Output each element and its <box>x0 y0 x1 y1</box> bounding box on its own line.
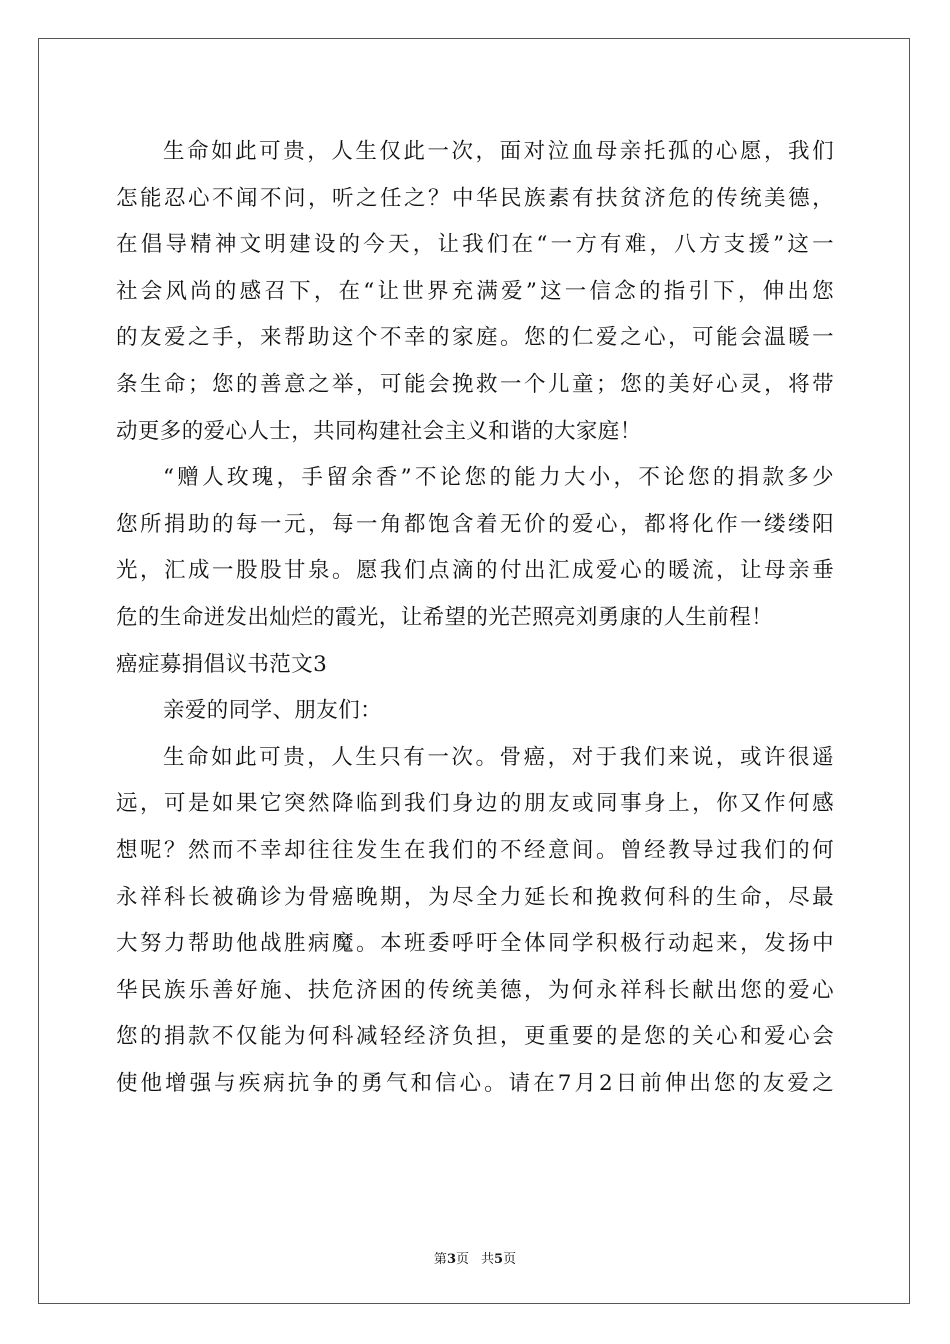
paragraph-3-line-5: 大努力帮助他战胜病魔。本班委呼吁全体同学积极行动起来，发扬中 <box>116 931 834 957</box>
paragraph-3-line-1: 生命如此可贵，人生只有一次。骨癌，对于我们来说，或许很遥 <box>163 744 834 770</box>
page-number: 3 <box>446 1252 456 1267</box>
total-pages: 5 <box>494 1252 504 1267</box>
paragraph-3-line-6: 华民族乐善好施、扶危济困的传统美德，为何永祥科长献出您的爱心 <box>116 977 834 1003</box>
page-footer <box>0 1248 950 1267</box>
paragraph-3-line-4: 永祥科长被确诊为骨癌晚期，为尽全力延长和挽救何科的生命，尽最 <box>116 884 834 910</box>
paragraph-1-line-4: 社会风尚的感召下，在“让世界充满爱”这一信念的指引下，伸出您 <box>116 278 834 304</box>
page-prefix: 第 <box>433 1252 447 1267</box>
page-suffix: 页 <box>455 1252 469 1267</box>
paragraph-2-line-3: 光，汇成一股股甘泉。愿我们点滴的付出汇成爱心的暖流，让母亲垂 <box>116 558 834 584</box>
paragraph-1-line-1: 生命如此可贵，人生仅此一次，面对泣血母亲托孤的心愿，我们 <box>163 139 834 164</box>
paragraph-1-line-5: 的友爱之手，来帮助这个不幸的家庭。您的仁爱之心，可能会温暖一 <box>116 325 834 351</box>
paragraph-2-line-4: 危的生命迸发出灿烂的霞光，让希望的光芒照亮刘勇康的人生前程！ <box>116 604 774 630</box>
section-heading: 癌症募捐倡议书范文3 <box>116 651 328 677</box>
document-body <box>116 129 834 1107</box>
paragraph-2-line-2: 您所捐助的每一元，每一角都饱含着无价的爱心，都将化作一缕缕阳 <box>116 511 834 537</box>
paragraph-1-line-6: 条生命；您的善意之举，可能会挽救一个儿童；您的美好心灵，将带 <box>116 371 834 397</box>
paragraph-1-line-7: 动更多的爱心人士，共同构建社会主义和谐的大家庭！ <box>116 418 642 444</box>
total-suffix: 页 <box>503 1252 517 1267</box>
paragraph-3-line-2: 远，可是如果它突然降临到我们身边的朋友或同事身上，你又作何感 <box>116 791 834 817</box>
total-prefix: 共 <box>481 1252 495 1267</box>
paragraph-3-line-3: 想呢？然而不幸却往往发生在我们的不经意间。曾经教导过我们的何 <box>116 837 834 863</box>
paragraph-1-line-2: 怎能忍心不闻不问，听之任之？中华民族素有扶贫济危的传统美德， <box>116 185 834 211</box>
paragraph-2-line-1: “赠人玫瑰，手留余香”不论您的能力大小，不论您的捐款多少 <box>163 465 834 491</box>
paragraph-1-line-3: 在倡导精神文明建设的今天，让我们在“一方有难，八方支援”这一 <box>116 232 834 258</box>
paragraph-3-line-8: 使他增强与疾病抗争的勇气和信心。请在7月2日前伸出您的友爱之 <box>116 1070 834 1096</box>
paragraph-3-line-7: 您的捐款不仅能为何科减轻经济负担，更重要的是您的关心和爱心会 <box>116 1024 834 1050</box>
salutation: 亲爱的同学、朋友们： <box>163 698 383 724</box>
